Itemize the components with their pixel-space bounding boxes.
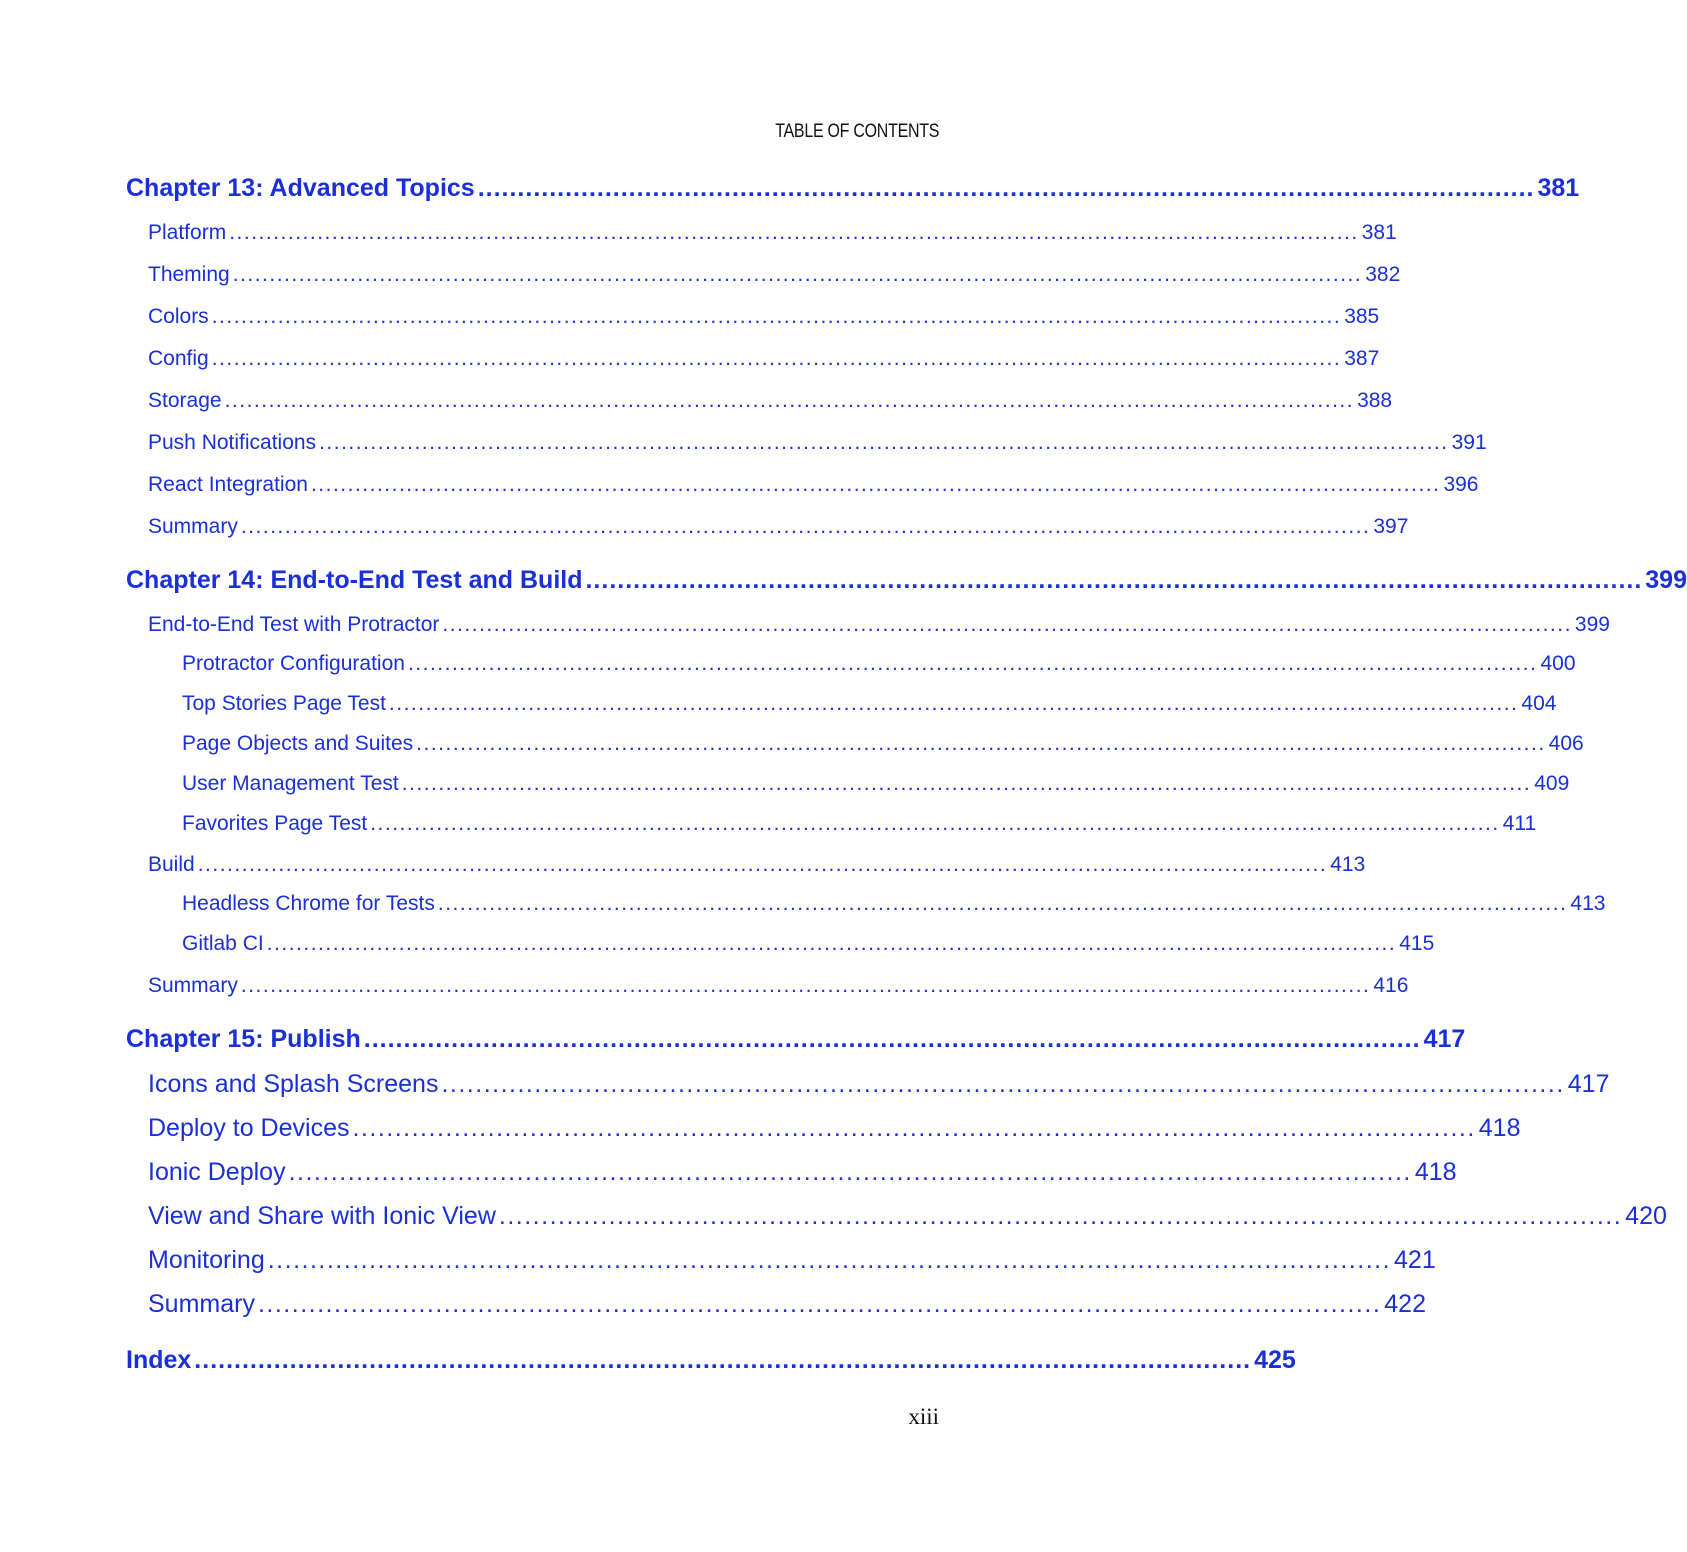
- toc-entry-title: React Integration: [148, 473, 308, 496]
- leader-dots: .....................................................................................................................................: [441, 1070, 1565, 1098]
- leader-dots: ..........................................................................................................................................................: [310, 473, 1441, 496]
- toc-entry-title: Page Objects and Suites: [182, 732, 414, 755]
- toc-entry-title: Headless Chrome for Tests: [182, 892, 435, 915]
- leader-dots: .....................................................................................................................................: [477, 174, 1535, 202]
- toc-entry-page: 425: [1254, 1346, 1296, 1374]
- toc-entry-title: Push Notifications: [148, 431, 317, 454]
- toc-entry-page: 404: [1521, 692, 1557, 715]
- leader-dots: ..........................................................................................................................................................: [240, 974, 1371, 997]
- toc-entry-index[interactable]: [126, 1346, 1296, 1375]
- leader-dots: .....................................................................................................................................: [363, 1025, 1421, 1053]
- leader-dots: ..........................................................................................................................................................: [240, 515, 1371, 538]
- toc-entry-headless-chrome[interactable]: [182, 892, 1606, 916]
- toc-entry-summary-ch13[interactable]: [148, 515, 1409, 539]
- toc-entry-title: Deploy to Devices: [148, 1114, 350, 1142]
- toc-entry-page: 415: [1399, 932, 1435, 955]
- leader-dots: .....................................................................................................................................: [585, 566, 1643, 594]
- toc-entry-platform[interactable]: [148, 221, 1397, 245]
- toc-entry-page: 421: [1394, 1246, 1436, 1274]
- toc-entry-title: Icons and Splash Screens: [148, 1070, 439, 1098]
- leader-dots: ..........................................................................................................................................................: [407, 652, 1538, 675]
- toc-entry-react-integration[interactable]: [148, 473, 1479, 497]
- leader-dots: .....................................................................................................................................: [194, 1346, 1252, 1374]
- leader-dots: ..........................................................................................................................................................: [266, 932, 1397, 955]
- toc-entry-title: Top Stories Page Test: [182, 692, 386, 715]
- toc-entry-summary-ch15[interactable]: [148, 1290, 1426, 1319]
- toc-entry-e2e-protractor[interactable]: [148, 613, 1610, 637]
- leader-dots: .....................................................................................................................................: [267, 1246, 1392, 1274]
- toc-entry-title: Storage: [148, 389, 222, 412]
- toc-entry-title: Protractor Configuration: [182, 652, 405, 675]
- toc-entry-summary-ch14[interactable]: [148, 974, 1409, 998]
- toc-entry-title: Chapter 13: Advanced Topics: [126, 174, 475, 202]
- toc-entry-title: Ionic Deploy: [148, 1158, 286, 1186]
- toc-entry-page: 391: [1451, 431, 1487, 454]
- toc-entry-page: 385: [1344, 305, 1380, 328]
- toc-entry-icons-splash[interactable]: [148, 1070, 1610, 1099]
- leader-dots: ..........................................................................................................................................................: [442, 613, 1572, 636]
- toc-entry-page: 396: [1443, 473, 1479, 496]
- toc-entry-page: 381: [1537, 174, 1580, 202]
- toc-entry-title: Monitoring: [148, 1246, 265, 1274]
- leader-dots: ..........................................................................................................................................................: [416, 732, 1546, 755]
- toc-entry-page: 413: [1330, 853, 1366, 876]
- leader-dots: ..........................................................................................................................................................: [211, 305, 1342, 328]
- toc-entry-page: 406: [1548, 732, 1584, 755]
- toc-entry-page: 420: [1625, 1202, 1667, 1230]
- toc-entry-chapter-14[interactable]: [126, 566, 1687, 595]
- toc-entry-protractor-configuration[interactable]: [182, 652, 1576, 676]
- toc-entry-build[interactable]: [148, 853, 1366, 877]
- toc-entry-theming[interactable]: [148, 263, 1401, 287]
- page-number: xiii: [908, 1404, 939, 1429]
- toc-entry-title: Summary: [148, 1290, 255, 1318]
- toc-entry-page: 413: [1570, 892, 1606, 915]
- toc-entry-push-notifications[interactable]: [148, 431, 1487, 455]
- toc-entry-title: View and Share with Ionic View: [148, 1202, 496, 1230]
- toc-entry-chapter-15[interactable]: [126, 1025, 1466, 1054]
- leader-dots: .....................................................................................................................................: [288, 1158, 1412, 1186]
- toc-entry-deploy-devices[interactable]: [148, 1114, 1521, 1143]
- toc-entry-colors[interactable]: [148, 305, 1380, 329]
- toc-entry-page: 400: [1540, 652, 1576, 675]
- leader-dots: ..........................................................................................................................................................: [232, 263, 1363, 286]
- toc-entry-title: Favorites Page Test: [182, 812, 368, 835]
- toc-entry-page: 382: [1365, 263, 1401, 286]
- toc-entry-page: 417: [1423, 1025, 1466, 1053]
- toc-entry-page: 399: [1645, 566, 1687, 594]
- toc-entry-page: 418: [1478, 1114, 1521, 1142]
- leader-dots: ..........................................................................................................................................................: [370, 812, 1500, 835]
- leader-dots: .....................................................................................................................................: [257, 1290, 1382, 1318]
- toc-entry-title: End-to-End Test with Protractor: [148, 613, 440, 636]
- leader-dots: ..........................................................................................................................................................: [224, 389, 1355, 412]
- toc-entry-title: User Management Test: [182, 772, 399, 795]
- toc-entry-config[interactable]: [148, 347, 1380, 371]
- leader-dots: .....................................................................................................................................: [498, 1202, 1623, 1230]
- toc-entry-title: Index: [126, 1346, 192, 1374]
- toc-entry-page: 422: [1384, 1290, 1426, 1318]
- toc-entry-page: 399: [1574, 613, 1610, 636]
- toc-entry-title: Colors: [148, 305, 209, 328]
- toc-entry-page: 411: [1502, 812, 1537, 835]
- toc-entry-ionic-view[interactable]: [148, 1202, 1667, 1231]
- toc-entry-title: Build: [148, 853, 195, 876]
- leader-dots: ..........................................................................................................................................................: [401, 772, 1532, 795]
- toc-entry-page: 387: [1344, 347, 1380, 370]
- leader-dots: .....................................................................................................................................: [352, 1114, 1476, 1142]
- toc-entry-ionic-deploy[interactable]: [148, 1158, 1457, 1187]
- toc-entry-page: 416: [1373, 974, 1409, 997]
- toc-entry-storage[interactable]: [148, 389, 1393, 413]
- toc-entry-title: Chapter 14: End-to-End Test and Build: [126, 566, 583, 594]
- toc-entry-gitlab-ci[interactable]: [182, 932, 1435, 956]
- toc-entry-monitoring[interactable]: [148, 1246, 1436, 1275]
- toc-entry-page: 397: [1373, 515, 1409, 538]
- leader-dots: ..........................................................................................................................................................: [437, 892, 1568, 915]
- toc-entry-title: Chapter 15: Publish: [126, 1025, 361, 1053]
- toc-entry-title: Summary: [148, 974, 238, 997]
- running-header: TABLE OF CONTENTS: [775, 121, 939, 142]
- toc-entry-title: Theming: [148, 263, 230, 286]
- leader-dots: ..........................................................................................................................................................: [197, 853, 1328, 876]
- toc-entry-title: Gitlab CI: [182, 932, 264, 955]
- toc-entry-page: 409: [1534, 772, 1570, 795]
- toc-entry-page: 418: [1414, 1158, 1457, 1186]
- leader-dots: ..........................................................................................................................................................: [319, 431, 1449, 454]
- toc-entry-title: Platform: [148, 221, 227, 244]
- toc-entry-page: 388: [1357, 389, 1393, 412]
- toc-entry-page: 417: [1567, 1070, 1610, 1098]
- leader-dots: ..........................................................................................................................................................: [388, 692, 1519, 715]
- leader-dots: ..........................................................................................................................................................: [229, 221, 1359, 244]
- leader-dots: ..........................................................................................................................................................: [211, 347, 1342, 370]
- toc-entry-top-stories-page-test[interactable]: [182, 692, 1557, 716]
- toc-entry-title: Config: [148, 347, 209, 370]
- toc-entry-chapter-13[interactable]: [126, 174, 1580, 203]
- toc-entry-user-management-test[interactable]: [182, 772, 1570, 796]
- toc-entry-page-objects-suites[interactable]: [182, 732, 1584, 756]
- toc-entry-page: 381: [1361, 221, 1397, 244]
- toc-entry-title: Summary: [148, 515, 238, 538]
- toc-entry-favorites-page-test[interactable]: [182, 812, 1537, 836]
